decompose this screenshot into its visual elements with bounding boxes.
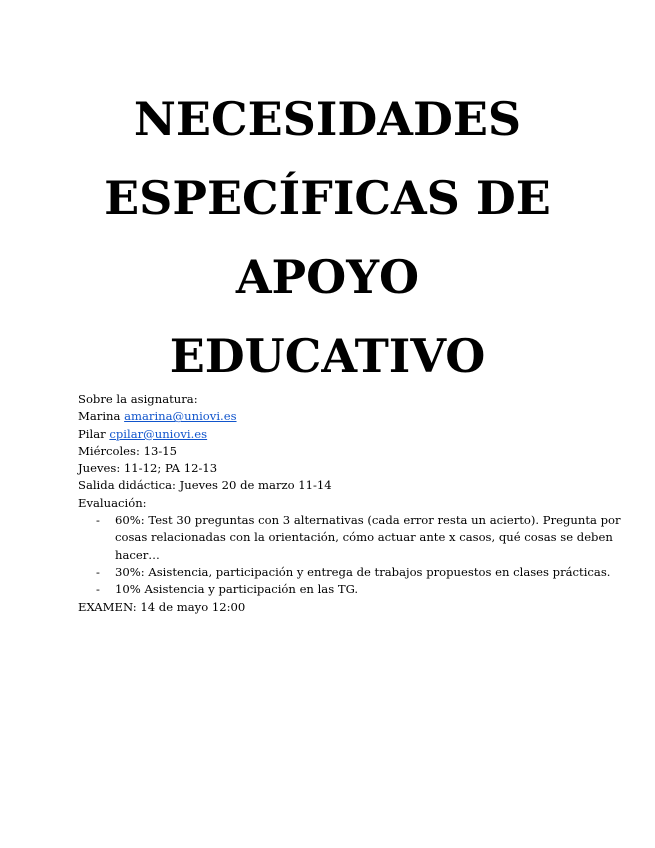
contact-pilar — [78, 426, 588, 443]
schedule-field-trip: Salida didáctica: Jueves 20 de marzo 11-14 — [78, 478, 332, 493]
document-title — [0, 80, 655, 396]
exam-date: EXAMEN: 14 de mayo 12:00 — [78, 599, 246, 614]
email-link-marina[interactable]: amarina@uniovi.es — [124, 409, 237, 424]
bullet-dash: - — [96, 513, 100, 528]
title-line: EDUCATIVO — [169, 329, 486, 383]
title-line: APOYO — [235, 250, 420, 304]
evaluation-item-practice — [78, 564, 611, 581]
schedule-wednesday: Miércoles: 13-15 — [78, 443, 177, 458]
bullet-dash: - — [96, 564, 100, 579]
evaluation-item-test — [78, 512, 621, 564]
evaluation-item-text: 30%: Asistencia, participación y entrega de trabajos propuestos en clases prácticas. — [115, 564, 611, 579]
contact-name: Marina — [78, 409, 125, 424]
contact-name: Pilar — [78, 426, 110, 441]
email-link-pilar[interactable]: cpilar@uniovi.es — [109, 426, 208, 441]
evaluation-item-text: hacer… — [115, 547, 160, 562]
schedule-thursday: Jueves: 11-12; PA 12-13 — [78, 461, 218, 476]
evaluation-item-text: 10% Asistencia y participación en las TG. — [115, 582, 359, 597]
evaluation-item-text: cosas relacionadas con la orientación, cómo actuar ante x casos, qué cosas se deben — [115, 530, 613, 545]
bullet-dash: - — [96, 582, 100, 597]
evaluation-item-text: 60%: Test 30 preguntas con 3 alternativas (cada error resta un acierto). Pregunta por — [115, 513, 621, 528]
evaluation-list — [78, 512, 621, 598]
about-label: Sobre la asignatura: — [78, 392, 198, 406]
evaluation-item-tg — [78, 581, 588, 598]
contact-marina — [78, 408, 588, 425]
evaluation-label: Evaluación: — [78, 495, 147, 510]
title-line: ESPECÍFICAS DE — [104, 171, 551, 225]
document-body — [78, 391, 621, 616]
title-line: NECESIDADES — [133, 92, 522, 146]
